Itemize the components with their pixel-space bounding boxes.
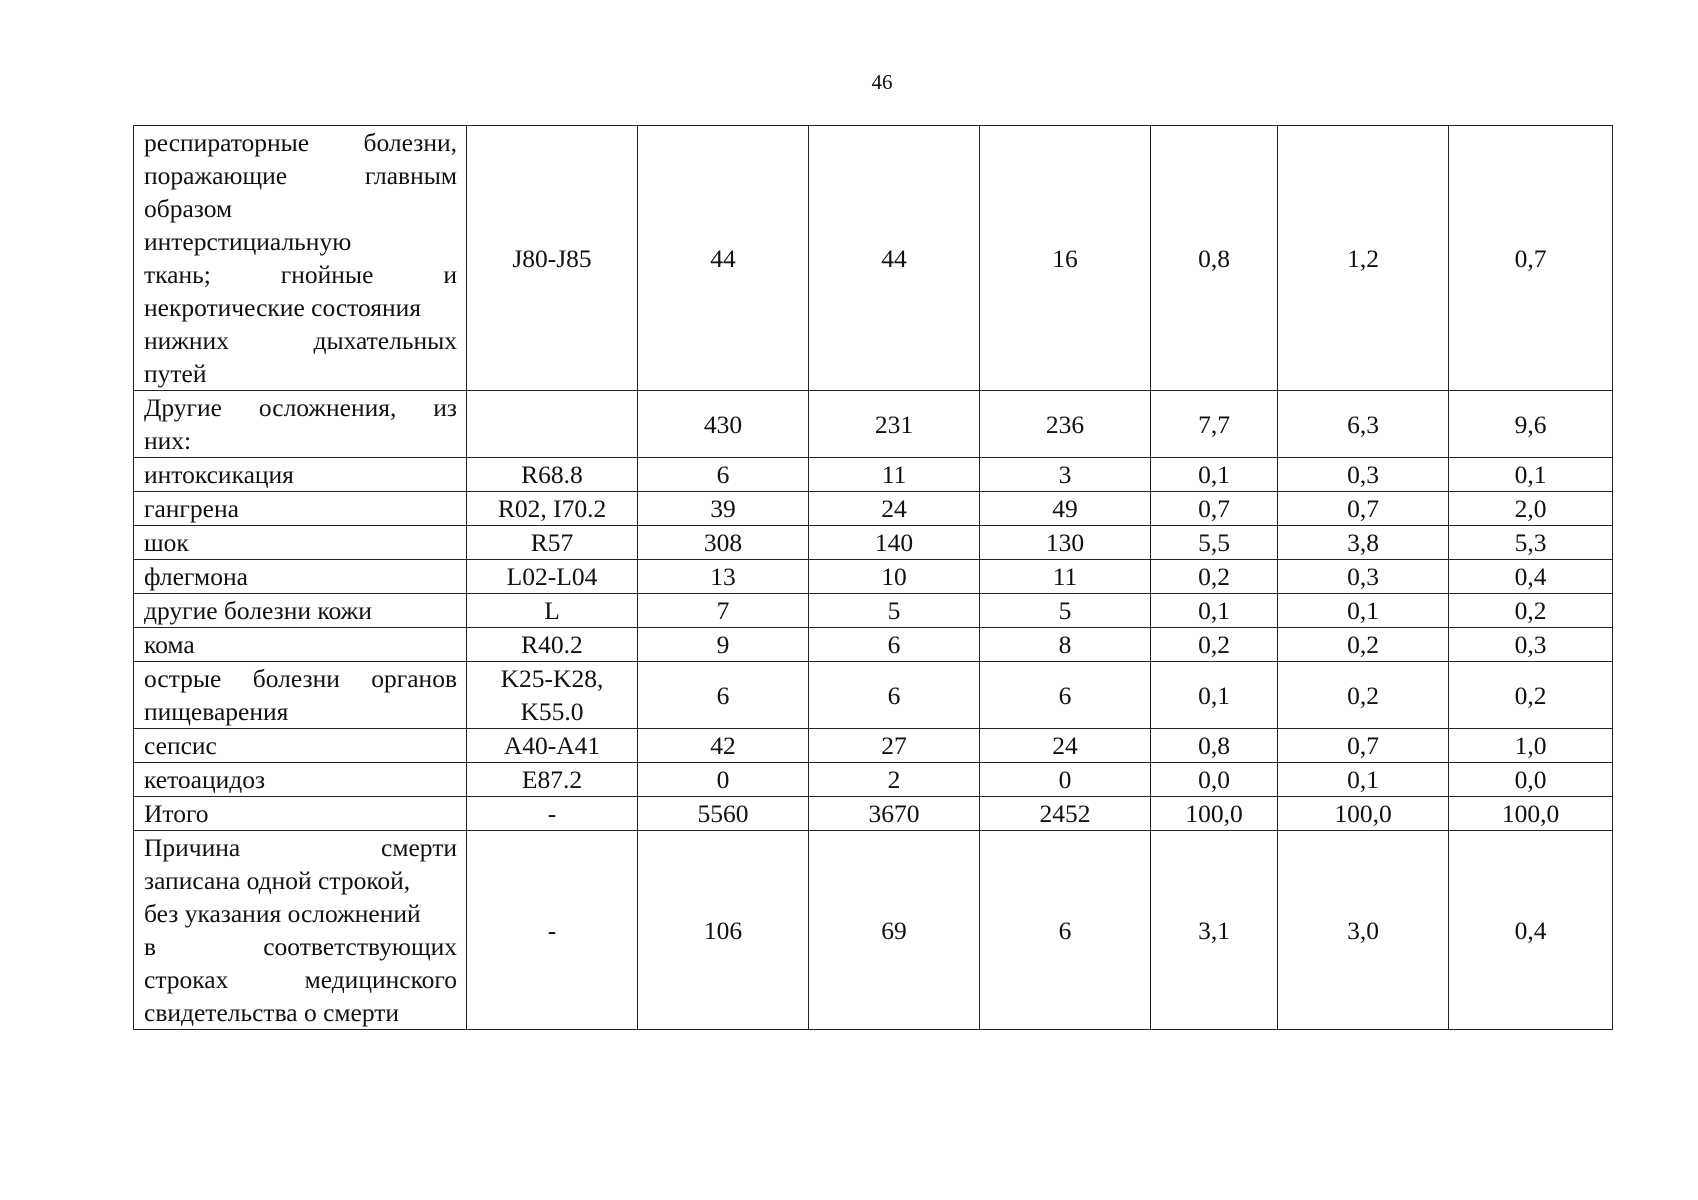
percent-cell-2: 0,2 (1278, 662, 1449, 729)
percent-cell-2: 100,0 (1278, 797, 1449, 831)
cause-name-cell (134, 628, 467, 662)
count-cell-3: 236 (980, 391, 1151, 458)
cause-name-line: шок (144, 528, 189, 557)
count-cell-1: 39 (638, 492, 809, 526)
percent-cell-2: 0,3 (1278, 458, 1449, 492)
percent-cell-1: 0,2 (1151, 628, 1278, 662)
count-cell-3: 130 (980, 526, 1151, 560)
count-cell-1: 6 (638, 662, 809, 729)
icd-code-cell: L02-L04 (467, 560, 638, 594)
percent-cell-3: 0,3 (1449, 628, 1613, 662)
icd-code-cell (467, 662, 638, 729)
cause-name-line: интерстициальную (144, 227, 352, 256)
percent-cell-3: 0,2 (1449, 662, 1613, 729)
cause-name-cell (134, 391, 467, 458)
cause-name-line: флегмона (144, 562, 248, 591)
count-cell-3: 5 (980, 594, 1151, 628)
table-row (134, 831, 1613, 1030)
count-cell-3: 6 (980, 831, 1151, 1030)
percent-cell-1: 0,0 (1151, 763, 1278, 797)
icd-code-cell: R68.8 (467, 458, 638, 492)
percent-cell-3: 0,4 (1449, 560, 1613, 594)
percent-cell-2: 0,7 (1278, 492, 1449, 526)
cause-name-cell (134, 594, 467, 628)
count-cell-3: 6 (980, 662, 1151, 729)
table-row (134, 391, 1613, 458)
cause-name-cell (134, 560, 467, 594)
count-cell-1: 7 (638, 594, 809, 628)
count-cell-1: 106 (638, 831, 809, 1030)
cause-name-cell (134, 492, 467, 526)
count-cell-2: 44 (809, 126, 980, 391)
icd-code-cell: L (467, 594, 638, 628)
percent-cell-3: 0,0 (1449, 763, 1613, 797)
percent-cell-2: 0,1 (1278, 763, 1449, 797)
cause-name-line: ткань; гнойные и (144, 260, 457, 289)
count-cell-3: 2452 (980, 797, 1151, 831)
mortality-table (133, 125, 1613, 1030)
cause-name-line: Итого (144, 799, 209, 828)
percent-cell-3: 5,3 (1449, 526, 1613, 560)
percent-cell-1: 100,0 (1151, 797, 1278, 831)
percent-cell-1: 0,8 (1151, 126, 1278, 391)
cause-name-cell (134, 797, 467, 831)
cause-name-line: путей (144, 359, 207, 388)
icd-code-cell (467, 391, 638, 458)
cause-name-line: нижних дыхательных (144, 326, 457, 355)
count-cell-2: 6 (809, 628, 980, 662)
percent-cell-2: 3,0 (1278, 831, 1449, 1030)
count-cell-1: 42 (638, 729, 809, 763)
count-cell-2: 11 (809, 458, 980, 492)
percent-cell-3: 100,0 (1449, 797, 1613, 831)
cause-name-line: кетоацидоз (144, 765, 266, 794)
percent-cell-1: 0,1 (1151, 594, 1278, 628)
cause-name-line: Причина смерти (144, 833, 457, 862)
cause-name-cell (134, 763, 467, 797)
cause-name-cell (134, 729, 467, 763)
percent-cell-2: 6,3 (1278, 391, 1449, 458)
cause-name-line: интоксикация (144, 460, 294, 489)
icd-code-cell: R40.2 (467, 628, 638, 662)
count-cell-2: 5 (809, 594, 980, 628)
count-cell-2: 10 (809, 560, 980, 594)
count-cell-1: 308 (638, 526, 809, 560)
cause-name-cell (134, 831, 467, 1030)
count-cell-3: 49 (980, 492, 1151, 526)
cause-name-line: строках медицинского (144, 965, 457, 994)
cause-name-line: записана одной строкой, (144, 866, 411, 895)
percent-cell-3: 0,2 (1449, 594, 1613, 628)
cause-name-line: острые болезни органов (144, 664, 457, 693)
table-row (134, 560, 1613, 594)
percent-cell-1: 0,1 (1151, 662, 1278, 729)
cause-name-cell (134, 662, 467, 729)
cause-name-line: другие болезни кожи (144, 596, 372, 625)
cause-name-line: без указания осложнений (144, 899, 421, 928)
percent-cell-2: 0,7 (1278, 729, 1449, 763)
icd-code-cell: E87.2 (467, 763, 638, 797)
cause-name-cell (134, 458, 467, 492)
table-row (134, 526, 1613, 560)
percent-cell-2: 0,1 (1278, 594, 1449, 628)
icd-code-cell: A40-A41 (467, 729, 638, 763)
percent-cell-1: 0,2 (1151, 560, 1278, 594)
count-cell-1: 5560 (638, 797, 809, 831)
icd-code-cell: - (467, 797, 638, 831)
cause-name-line: Другие осложнения, из (144, 393, 457, 422)
count-cell-2: 6 (809, 662, 980, 729)
percent-cell-1: 5,5 (1151, 526, 1278, 560)
percent-cell-3: 0,4 (1449, 831, 1613, 1030)
table-row (134, 763, 1613, 797)
count-cell-1: 430 (638, 391, 809, 458)
percent-cell-3: 1,0 (1449, 729, 1613, 763)
count-cell-2: 2 (809, 763, 980, 797)
percent-cell-2: 0,2 (1278, 628, 1449, 662)
icd-code-cell: J80-J85 (467, 126, 638, 391)
cause-name-line: некротические состояния (144, 293, 421, 322)
count-cell-2: 24 (809, 492, 980, 526)
count-cell-2: 27 (809, 729, 980, 763)
icd-code-line: K55.0 (520, 697, 584, 726)
table-row (134, 662, 1613, 729)
table-row (134, 458, 1613, 492)
count-cell-2: 231 (809, 391, 980, 458)
cause-name-line: гангрена (144, 494, 239, 523)
table-row (134, 797, 1613, 831)
table-row (134, 628, 1613, 662)
count-cell-3: 24 (980, 729, 1151, 763)
cause-name-line: респираторные болезни, (144, 128, 457, 157)
cause-name-line: образом (144, 194, 233, 223)
count-cell-1: 44 (638, 126, 809, 391)
count-cell-2: 69 (809, 831, 980, 1030)
percent-cell-1: 7,7 (1151, 391, 1278, 458)
cause-name-line: пищеварения (144, 697, 289, 726)
percent-cell-2: 3,8 (1278, 526, 1449, 560)
percent-cell-1: 0,1 (1151, 458, 1278, 492)
cause-name-line: свидетельства о смерти (144, 998, 400, 1027)
count-cell-3: 16 (980, 126, 1151, 391)
cause-name-cell (134, 526, 467, 560)
table-row (134, 126, 1613, 391)
icd-code-line: K25-K28, (500, 664, 604, 693)
count-cell-2: 140 (809, 526, 980, 560)
cause-name-line: кома (144, 630, 195, 659)
percent-cell-3: 2,0 (1449, 492, 1613, 526)
cause-name-line: них: (144, 426, 192, 455)
table-row (134, 594, 1613, 628)
cause-name-line: поражающие главным (144, 161, 457, 190)
count-cell-3: 3 (980, 458, 1151, 492)
percent-cell-2: 0,3 (1278, 560, 1449, 594)
percent-cell-3: 0,1 (1449, 458, 1613, 492)
percent-cell-1: 0,7 (1151, 492, 1278, 526)
icd-code-cell: R02, I70.2 (467, 492, 638, 526)
page-number: 46 (871, 70, 893, 94)
count-cell-3: 8 (980, 628, 1151, 662)
icd-code-cell: R57 (467, 526, 638, 560)
count-cell-1: 9 (638, 628, 809, 662)
count-cell-3: 11 (980, 560, 1151, 594)
count-cell-1: 6 (638, 458, 809, 492)
icd-code-cell: - (467, 831, 638, 1030)
cause-name-line: сепсис (144, 731, 217, 760)
count-cell-1: 13 (638, 560, 809, 594)
count-cell-1: 0 (638, 763, 809, 797)
cause-name-cell (134, 126, 467, 391)
cause-name-line: в соответствующих (144, 932, 457, 961)
table-row (134, 729, 1613, 763)
table-row (134, 492, 1613, 526)
percent-cell-3: 0,7 (1449, 126, 1613, 391)
count-cell-3: 0 (980, 763, 1151, 797)
percent-cell-3: 9,6 (1449, 391, 1613, 458)
percent-cell-1: 0,8 (1151, 729, 1278, 763)
percent-cell-1: 3,1 (1151, 831, 1278, 1030)
count-cell-2: 3670 (809, 797, 980, 831)
percent-cell-2: 1,2 (1278, 126, 1449, 391)
